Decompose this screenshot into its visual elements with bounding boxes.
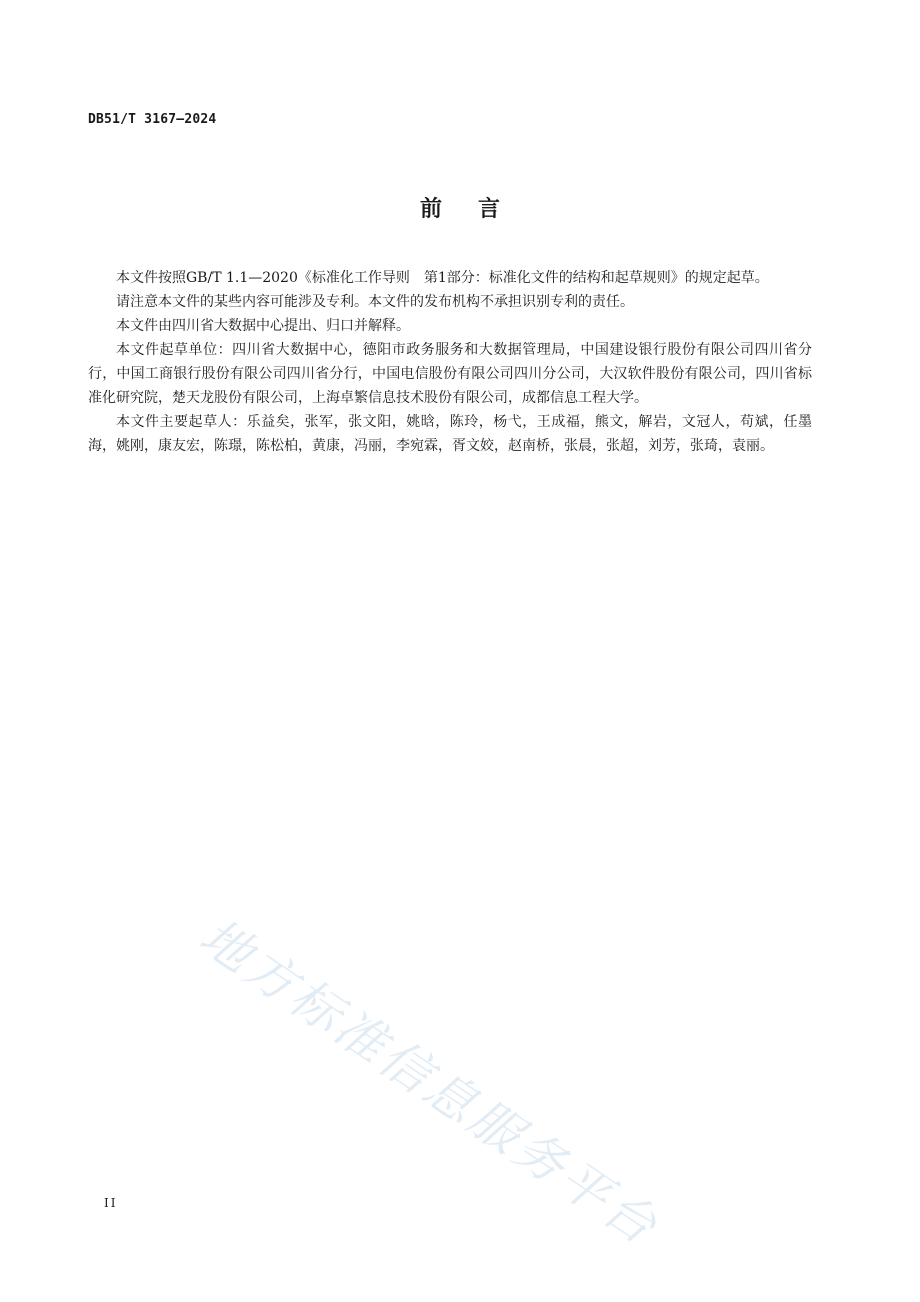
paragraph-drafting-rules: 本文件按照GB/T 1.1—2020《标准化工作导则 第1部分：标准化文件的结构和起草规则》的规定起草。 [116, 270, 769, 286]
paragraph-drafters: 本文件主要起草人：乐益矣，张军，张文阳，姚晗，陈玲，杨弋，王成福，熊文，解岩，文冠人，苟斌，任墨海，姚刚，康友宏，陈璟，陈松柏，黄康，冯丽，李宛霖，胥文姣，赵南桥，张晨，张超，刘芳，张琦，袁丽。 [88, 414, 812, 454]
watermark: 地方标准信息服务平台 [189, 907, 670, 1258]
page-title: 前言 [419, 197, 536, 222]
paragraph-proposer: 本文件由四川省大数据中心提出、归口并解释。 [116, 318, 410, 334]
preface-body [88, 266, 812, 458]
document-code: DB51/T 3167—2024 [88, 112, 217, 127]
page-number: II [104, 1196, 118, 1210]
paragraph-drafting-units: 本文件起草单位：四川省大数据中心，德阳市政务服务和大数据管理局，中国建设银行股份有限公司四川省分行，中国工商银行股份有限公司四川省分行，中国电信股份有限公司四川分公司，大汉软件股份有限公司，四川省标准化研究院，楚天龙股份有限公司，上海卓繁信息技术股份有限公司，成都信息工程大学。 [88, 342, 812, 406]
paragraph-patent-notice: 请注意本文件的某些内容可能涉及专利。本文件的发布机构不承担识别专利的责任。 [116, 294, 634, 310]
